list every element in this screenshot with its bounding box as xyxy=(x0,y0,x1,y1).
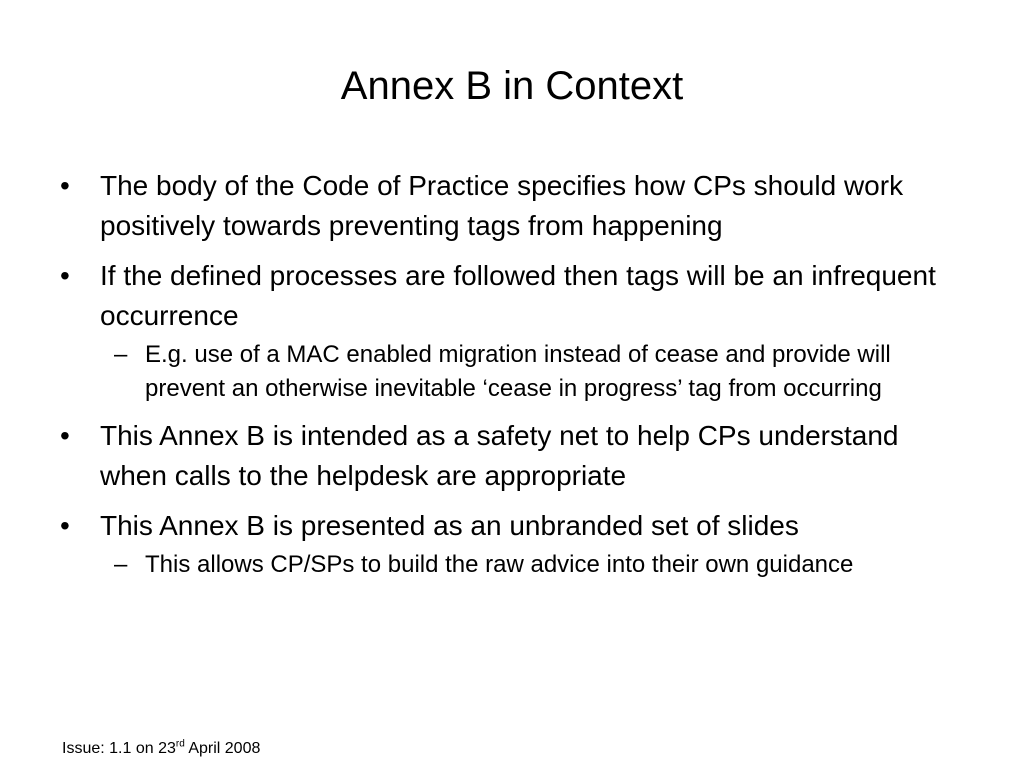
issue-footer xyxy=(62,738,260,760)
bullet-item-4 xyxy=(60,506,970,582)
bullet-item-2 xyxy=(60,256,970,406)
bullet-marker: • xyxy=(60,260,70,291)
bullet-marker: • xyxy=(60,510,70,541)
sub-bullet-item xyxy=(100,548,970,582)
bullet-marker: • xyxy=(60,170,70,201)
footer-suffix: April 2008 xyxy=(184,740,261,757)
slide-title: Annex B in Context xyxy=(340,64,684,108)
bullet-text: If the defined processes are followed then tags will be an infrequent occurrence xyxy=(100,260,936,331)
bullet-text: The body of the Code of Practice specifies how CPs should work positively towards preventing tags from happening xyxy=(100,170,904,241)
sub-bullet-marker: – xyxy=(114,341,128,368)
footer-superscript: rd xyxy=(175,738,185,750)
bullet-text: This Annex B is presented as an unbranded set of slides xyxy=(100,510,799,541)
bullet-marker: • xyxy=(60,420,70,451)
bullet-text: This Annex B is intended as a safety net to help CPs understand when calls to the helpdesk are appropriate xyxy=(100,420,899,491)
slide-content xyxy=(60,166,970,592)
sub-bullet-marker: – xyxy=(114,551,128,578)
bullet-item-1 xyxy=(60,166,970,246)
sub-bullet-list xyxy=(100,338,970,406)
sub-bullet-text: E.g. use of a MAC enabled migration instead of cease and provide will prevent an otherwise inevitable ‘cease in progress’ tag from occurring xyxy=(145,341,891,402)
sub-bullet-item xyxy=(100,338,970,406)
sub-bullet-list xyxy=(100,548,970,582)
footer-prefix: Issue: 1.1 on 23 xyxy=(62,740,176,757)
bullet-item-3 xyxy=(60,416,970,496)
sub-bullet-text: This allows CP/SPs to build the raw advice into their own guidance xyxy=(145,551,854,578)
